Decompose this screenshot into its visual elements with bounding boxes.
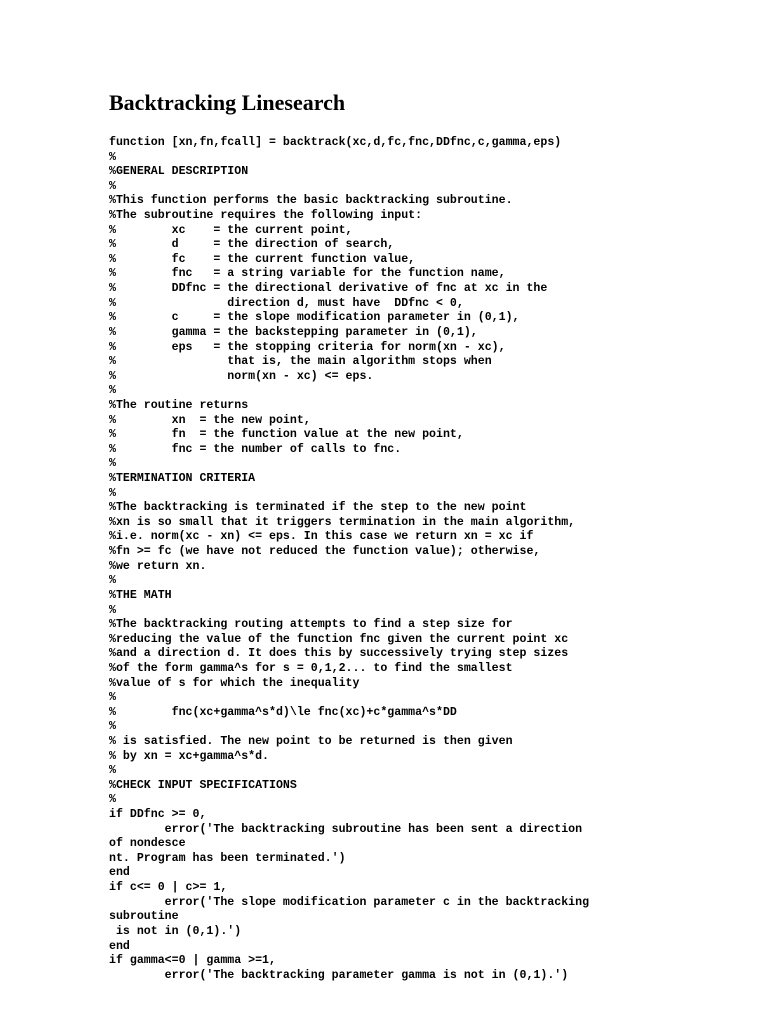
code-line: % [109,150,116,164]
code-listing [109,136,589,983]
code-line: % [109,179,116,193]
code-line: % by xn = xc+gamma^s*d. [109,749,270,763]
code-line: % xc = the current point, [109,223,353,237]
code-line: if c<= 0 | c>= 1, [109,881,228,895]
code-line: % c = the slope modification parameter in (0,1), [109,311,520,325]
code-line: %GENERAL DESCRIPTION [109,165,249,179]
code-line: % eps = the stopping criteria for norm(xn - xc), [109,340,506,354]
code-line: % [109,764,116,778]
code-line: % [109,384,116,398]
code-line: % [109,691,116,705]
code-line: % is satisfied. The new point to be returned is then given [109,734,513,748]
code-line: %CHECK INPUT SPECIFICATIONS [109,778,297,792]
code-line: %fn >= fc (we have not reduced the function value); otherwise, [109,545,541,559]
code-line: %This function performs the basic backtracking subroutine. [109,194,513,208]
code-line: % [109,574,116,588]
code-line: end [109,866,130,880]
code-line: % gamma = the backstepping parameter in (0,1), [109,325,478,339]
code-line: % norm(xn - xc) <= eps. [109,369,374,383]
code-line: %TERMINATION CRITERIA [109,472,256,486]
code-line: %we return xn. [109,559,207,573]
code-line: % that is, the main algorithm stops when [109,355,492,369]
code-line: % fnc(xc+gamma^s*d)\le fnc(xc)+c*gamma^s*DD [109,705,457,719]
code-line: % d = the direction of search, [109,238,395,252]
code-line: function [xn,fn,fcall] = backtrack(xc,d,fc,fnc,DDfnc,c,gamma,eps) [109,136,562,149]
code-line: %i.e. norm(xc - xn) <= eps. In this case we return xn = xc if [109,530,534,544]
code-line: %The backtracking routing attempts to find a step size for [109,618,513,632]
code-line: % [109,457,116,471]
code-line: % [109,793,116,807]
page-title: Backtracking Linesearch [109,90,346,115]
code-line: % fnc = the number of calls to fnc. [109,442,402,456]
code-line: of nondesce [109,837,186,851]
code-line: end [109,939,130,953]
code-line: %The routine returns [109,398,249,412]
code-line: %The backtracking is terminated if the step to the new point [109,501,527,515]
code-line: % [109,486,116,500]
code-line: %reducing the value of the function fnc given the current point xc [109,632,569,646]
code-line: % direction d, must have DDfnc < 0, [109,296,464,310]
code-line: % fc = the current function value, [109,252,416,266]
code-line: error('The backtracking parameter gamma is not in (0,1).') [109,968,569,982]
code-line: if DDfnc >= 0, [109,808,207,822]
code-line: if gamma<=0 | gamma >=1, [109,954,276,968]
code-line: %THE MATH [109,588,172,602]
code-line: % fn = the function value at the new point, [109,428,464,442]
code-line: %The subroutine requires the following input: [109,209,423,223]
code-line: % xn = the new point, [109,413,311,427]
code-line: % fnc = a string variable for the function name, [109,267,506,281]
code-line: is not in (0,1).') [109,924,242,938]
code-line: nt. Program has been terminated.') [109,851,346,865]
code-line: % [109,720,116,734]
code-line: error('The slope modification parameter c in the backtracking [109,895,590,909]
code-line: %value of s for which the inequality [109,676,360,690]
code-line: % DDfnc = the directional derivative of fnc at xc in the [109,282,548,296]
code-line: %xn is so small that it triggers termination in the main algorithm, [109,515,576,529]
code-line: %and a direction d. It does this by successively trying step sizes [109,647,569,661]
code-line: % [109,603,116,617]
code-line: subroutine [109,910,179,924]
code-line: error('The backtracking subroutine has been sent a direction [109,822,583,836]
code-line: %of the form gamma^s for s = 0,1,2... to find the smallest [109,661,513,675]
